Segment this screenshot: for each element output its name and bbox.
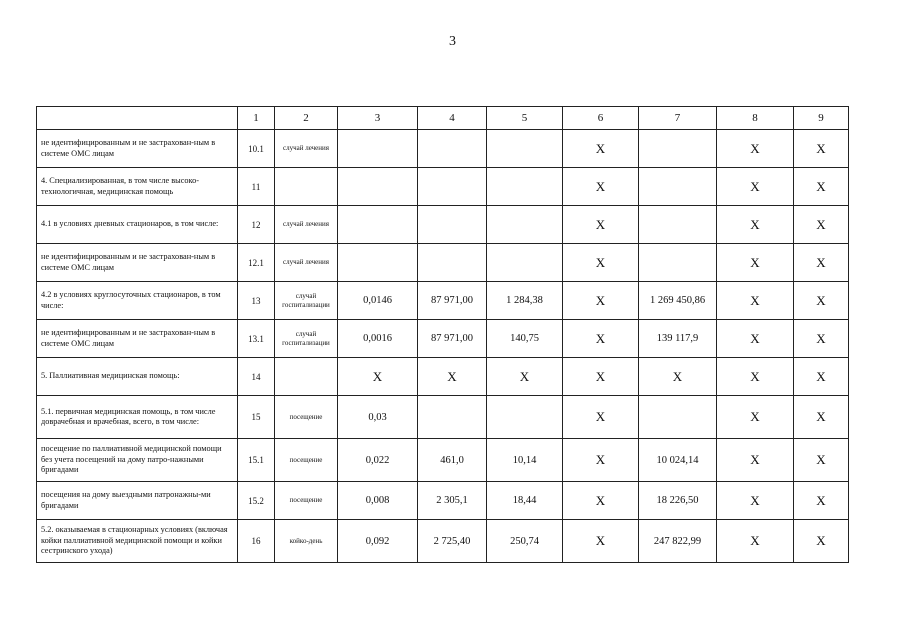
col5-value xyxy=(487,206,563,244)
col5-value: 1 284,38 xyxy=(487,282,563,320)
row-unit: посещение xyxy=(275,439,338,482)
row-unit: случай лечения xyxy=(275,244,338,282)
table-row xyxy=(37,130,849,168)
col6-value: X xyxy=(563,396,639,439)
col8-value: X xyxy=(717,168,794,206)
row-unit xyxy=(275,358,338,396)
col4-value xyxy=(418,396,487,439)
col3-value xyxy=(338,130,418,168)
col5-value xyxy=(487,168,563,206)
col7-value xyxy=(639,244,717,282)
col4-value: 2 725,40 xyxy=(418,520,487,563)
col4-value xyxy=(418,130,487,168)
row-code: 14 xyxy=(238,358,275,396)
table-row xyxy=(37,244,849,282)
col7-value xyxy=(639,206,717,244)
table-row xyxy=(37,168,849,206)
col3-value xyxy=(338,244,418,282)
col6-value: X xyxy=(563,130,639,168)
row-description: 4. Специализированная, в том числе высоко-технологичная, медицинская помощь xyxy=(37,168,238,206)
row-unit: случай госпитализации xyxy=(275,282,338,320)
col8-value: X xyxy=(717,396,794,439)
row-code: 15.1 xyxy=(238,439,275,482)
col3-value: 0,0146 xyxy=(338,282,418,320)
col6-value: X xyxy=(563,282,639,320)
row-code: 12.1 xyxy=(238,244,275,282)
header-cell xyxy=(37,107,238,130)
col4-value: 2 305,1 xyxy=(418,482,487,520)
row-code: 16 xyxy=(238,520,275,563)
header-cell: 6 xyxy=(563,107,639,130)
col3-value: X xyxy=(338,358,418,396)
header-cell: 4 xyxy=(418,107,487,130)
col5-value: 10,14 xyxy=(487,439,563,482)
header-cell: 3 xyxy=(338,107,418,130)
col9-value: X xyxy=(794,320,849,358)
table-row xyxy=(37,396,849,439)
page-number: 3 xyxy=(449,34,456,49)
col5-value xyxy=(487,130,563,168)
header-row xyxy=(37,107,849,130)
table-row xyxy=(37,482,849,520)
row-code: 13.1 xyxy=(238,320,275,358)
col7-value: 1 269 450,86 xyxy=(639,282,717,320)
col9-value: X xyxy=(794,282,849,320)
table-row xyxy=(37,439,849,482)
header-cell: 1 xyxy=(238,107,275,130)
col5-value xyxy=(487,396,563,439)
col8-value: X xyxy=(717,520,794,563)
col3-value xyxy=(338,168,418,206)
row-description: не идентифицированным и не застрахован-ным в системе ОМС лицам xyxy=(37,320,238,358)
header-cell: 5 xyxy=(487,107,563,130)
col6-value: X xyxy=(563,244,639,282)
col9-value: X xyxy=(794,396,849,439)
row-description: посещение по паллиативной медицинской помощи без учета посещений на дому патро-нажными бригадами xyxy=(37,439,238,482)
row-description: 5.2. оказываемая в стационарных условиях (включая койки паллиативной медицинской помощи и койки сестринского ухода) xyxy=(37,520,238,563)
row-description: 4.1 в условиях дневных стационаров, в том числе: xyxy=(37,206,238,244)
col4-value: X xyxy=(418,358,487,396)
col9-value: X xyxy=(794,358,849,396)
col4-value: 461,0 xyxy=(418,439,487,482)
row-description: 4.2 в условиях круглосуточных стационаров, в том числе: xyxy=(37,282,238,320)
table-row xyxy=(37,282,849,320)
col8-value: X xyxy=(717,130,794,168)
col5-value xyxy=(487,244,563,282)
col9-value: X xyxy=(794,244,849,282)
col4-value xyxy=(418,168,487,206)
data-table xyxy=(36,106,849,563)
row-description: не идентифицированным и не застрахован-ным в системе ОМС лицам xyxy=(37,244,238,282)
col6-value: X xyxy=(563,439,639,482)
col6-value: X xyxy=(563,206,639,244)
row-description: посещения на дому выездными патронажны-ми бригадами xyxy=(37,482,238,520)
col6-value: X xyxy=(563,482,639,520)
row-unit: случай лечения xyxy=(275,206,338,244)
col8-value: X xyxy=(717,206,794,244)
table-row xyxy=(37,320,849,358)
table-row xyxy=(37,358,849,396)
row-unit: случай лечения xyxy=(275,130,338,168)
col3-value: 0,008 xyxy=(338,482,418,520)
col5-value: 18,44 xyxy=(487,482,563,520)
col7-value xyxy=(639,130,717,168)
col4-value: 87 971,00 xyxy=(418,282,487,320)
col9-value: X xyxy=(794,206,849,244)
header-cell: 8 xyxy=(717,107,794,130)
col6-value: X xyxy=(563,320,639,358)
col6-value: X xyxy=(563,358,639,396)
col3-value: 0,022 xyxy=(338,439,418,482)
col8-value: X xyxy=(717,244,794,282)
col7-value: X xyxy=(639,358,717,396)
col9-value: X xyxy=(794,168,849,206)
header-cell: 7 xyxy=(639,107,717,130)
col8-value: X xyxy=(717,282,794,320)
row-code: 13 xyxy=(238,282,275,320)
row-description: 5.1. первичная медицинская помощь, в том числе доврачебная и врачебная, всего, в том числе: xyxy=(37,396,238,439)
header-cell: 9 xyxy=(794,107,849,130)
col3-value xyxy=(338,206,418,244)
header-cell: 2 xyxy=(275,107,338,130)
row-code: 11 xyxy=(238,168,275,206)
row-code: 15 xyxy=(238,396,275,439)
col8-value: X xyxy=(717,320,794,358)
row-unit: койко-день xyxy=(275,520,338,563)
col3-value: 0,092 xyxy=(338,520,418,563)
col3-value: 0,03 xyxy=(338,396,418,439)
row-unit: случай госпитализации xyxy=(275,320,338,358)
row-code: 12 xyxy=(238,206,275,244)
col5-value: 140,75 xyxy=(487,320,563,358)
col7-value: 10 024,14 xyxy=(639,439,717,482)
col4-value: 87 971,00 xyxy=(418,320,487,358)
col4-value xyxy=(418,206,487,244)
col3-value: 0,0016 xyxy=(338,320,418,358)
col7-value xyxy=(639,396,717,439)
col8-value: X xyxy=(717,439,794,482)
col6-value: X xyxy=(563,168,639,206)
col8-value: X xyxy=(717,482,794,520)
col7-value: 139 117,9 xyxy=(639,320,717,358)
col5-value: X xyxy=(487,358,563,396)
table-row xyxy=(37,520,849,563)
col8-value: X xyxy=(717,358,794,396)
row-unit: посещение xyxy=(275,396,338,439)
col5-value: 250,74 xyxy=(487,520,563,563)
col7-value xyxy=(639,168,717,206)
table-row xyxy=(37,206,849,244)
row-code: 15.2 xyxy=(238,482,275,520)
col4-value xyxy=(418,244,487,282)
row-description: 5. Паллиативная медицинская помощь: xyxy=(37,358,238,396)
table-body xyxy=(37,130,849,563)
row-code: 10.1 xyxy=(238,130,275,168)
col7-value: 247 822,99 xyxy=(639,520,717,563)
col9-value: X xyxy=(794,482,849,520)
col7-value: 18 226,50 xyxy=(639,482,717,520)
row-unit xyxy=(275,168,338,206)
col9-value: X xyxy=(794,130,849,168)
row-description: не идентифицированным и не застрахован-ным в системе ОМС лицам xyxy=(37,130,238,168)
col9-value: X xyxy=(794,520,849,563)
row-unit: посещение xyxy=(275,482,338,520)
col6-value: X xyxy=(563,520,639,563)
col9-value: X xyxy=(794,439,849,482)
